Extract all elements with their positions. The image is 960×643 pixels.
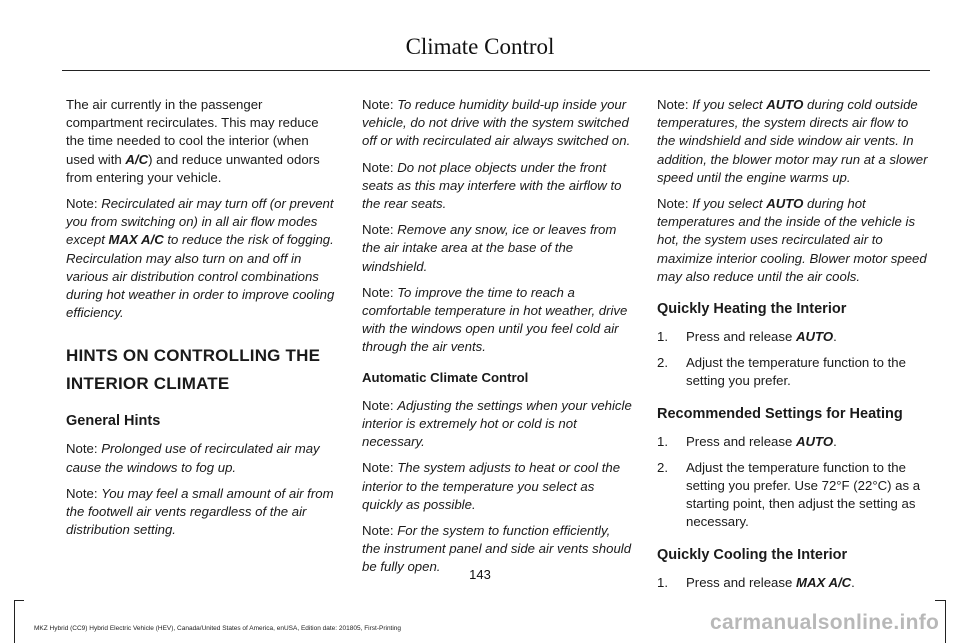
keyword-ac: A/C (125, 151, 149, 167)
watermark: carmanualsonline.info (710, 611, 940, 634)
subheading-general-hints: General Hints (66, 413, 161, 430)
paragraph-recirculation: The air currently in the passenger compartment recirculates. This may reduce the time needed to cool the interior (when used with A/C) and reduce unwanted odors from entering your vehicle. (66, 97, 320, 185)
list-item: 1. Press and release MAX A/C. (657, 574, 855, 590)
note-auto-cold: Note: If you select AUTO during cold outside temperatures, the system directs air flow to the windshield and side window air vents. In addition, the blower motor may run at a slower speed until the engine warms up. (657, 97, 928, 185)
note-fog: Note: Prolonged use of recirculated air may cause the windows to fog up. (66, 441, 320, 475)
note-label: Note: (66, 196, 98, 212)
column-2 (362, 96, 632, 585)
page-number: 143 (469, 567, 491, 582)
keyword-auto: AUTO (766, 97, 804, 112)
subheading-recommended-heating: Recommended Settings for Heating (657, 405, 903, 422)
steps-quick-heating (657, 328, 929, 391)
subheading-quick-heating: Quickly Heating the Interior (657, 301, 847, 318)
page-title: Climate Control (405, 34, 555, 59)
note-auto-hot: Note: If you select AUTO during hot temperatures and the inside of the vehicle is hot, the system uses recirculated air to maximize interior cooling. Blower motor speed may also reduce until the air cools. (657, 196, 927, 284)
keyword-max-ac: MAX A/C (108, 232, 164, 248)
note-windows: Note: To improve the time to reach a comfortable temperature in hot weather, drive with the windows open until you feel cold air through the air vents. (362, 284, 628, 355)
subheading-quick-cooling: Quickly Cooling the Interior (657, 546, 848, 563)
subheading-automatic-climate: Automatic Climate Control (362, 369, 529, 385)
note-adjusts: Note: The system adjusts to heat or cool the interior to the temperature you select as quickly as possible. (362, 460, 621, 512)
crop-mark (935, 600, 945, 601)
column-3 (657, 96, 929, 602)
section-heading-hints: HINTS ON CONTROLLING THE INTERIOR CLIMATE (66, 346, 321, 394)
header-divider (62, 70, 930, 71)
list-item: 2. Adjust the temperature function to the setting you prefer. (657, 355, 906, 389)
keyword-auto: AUTO (766, 196, 804, 212)
note-humidity: Note: To reduce humidity build-up inside your vehicle, do not drive with the system switched off or with recirculated air always switched on. (362, 97, 631, 149)
footer-edition-text: MKZ Hybrid (CC9) Hybrid Electric Vehicle (HEV), Canada/United States of America, enUSA, Edition date: 201805, First-Printing (34, 625, 402, 632)
note-recirculation: Note: Recirculated air may turn off (or prevent you from switching on) in all air flow modes except MAX A/C to reduce the risk of fogging. Recirculation may also turn on and off in various air distribution control combinations during hot weather in order to improve cooling efficiency. (66, 196, 335, 321)
note-footwell: Note: You may feel a small amount of air from the footwell air vents regardless of the air distribution setting. (66, 485, 334, 538)
crop-mark (14, 600, 15, 643)
crop-mark (945, 600, 946, 643)
note-efficiency: Note: For the system to function efficiently, the instrument panel and side air vents should be fully open. (362, 523, 632, 575)
list-item: 2. Adjust the temperature function to the setting you prefer. Use 72°F (22°C) as a starting point, then adjust the setting as necessary. (657, 459, 921, 530)
list-item: 1. Press and release AUTO. (657, 329, 837, 345)
column-1 (66, 96, 338, 547)
note-objects: Note: Do not place objects under the front seats as this may interfere with the airflow to the rear seats. (362, 159, 622, 212)
note-settings: Note: Adjusting the settings when your vehicle interior is extremely hot or cold is not necessary. (362, 397, 632, 450)
note-snow: Note: Remove any snow, ice or leaves from the air intake area at the base of the windshield. (362, 222, 617, 274)
steps-recommended-heating (657, 433, 929, 532)
crop-mark (14, 600, 24, 601)
list-item: 1. Press and release AUTO. (657, 433, 837, 449)
